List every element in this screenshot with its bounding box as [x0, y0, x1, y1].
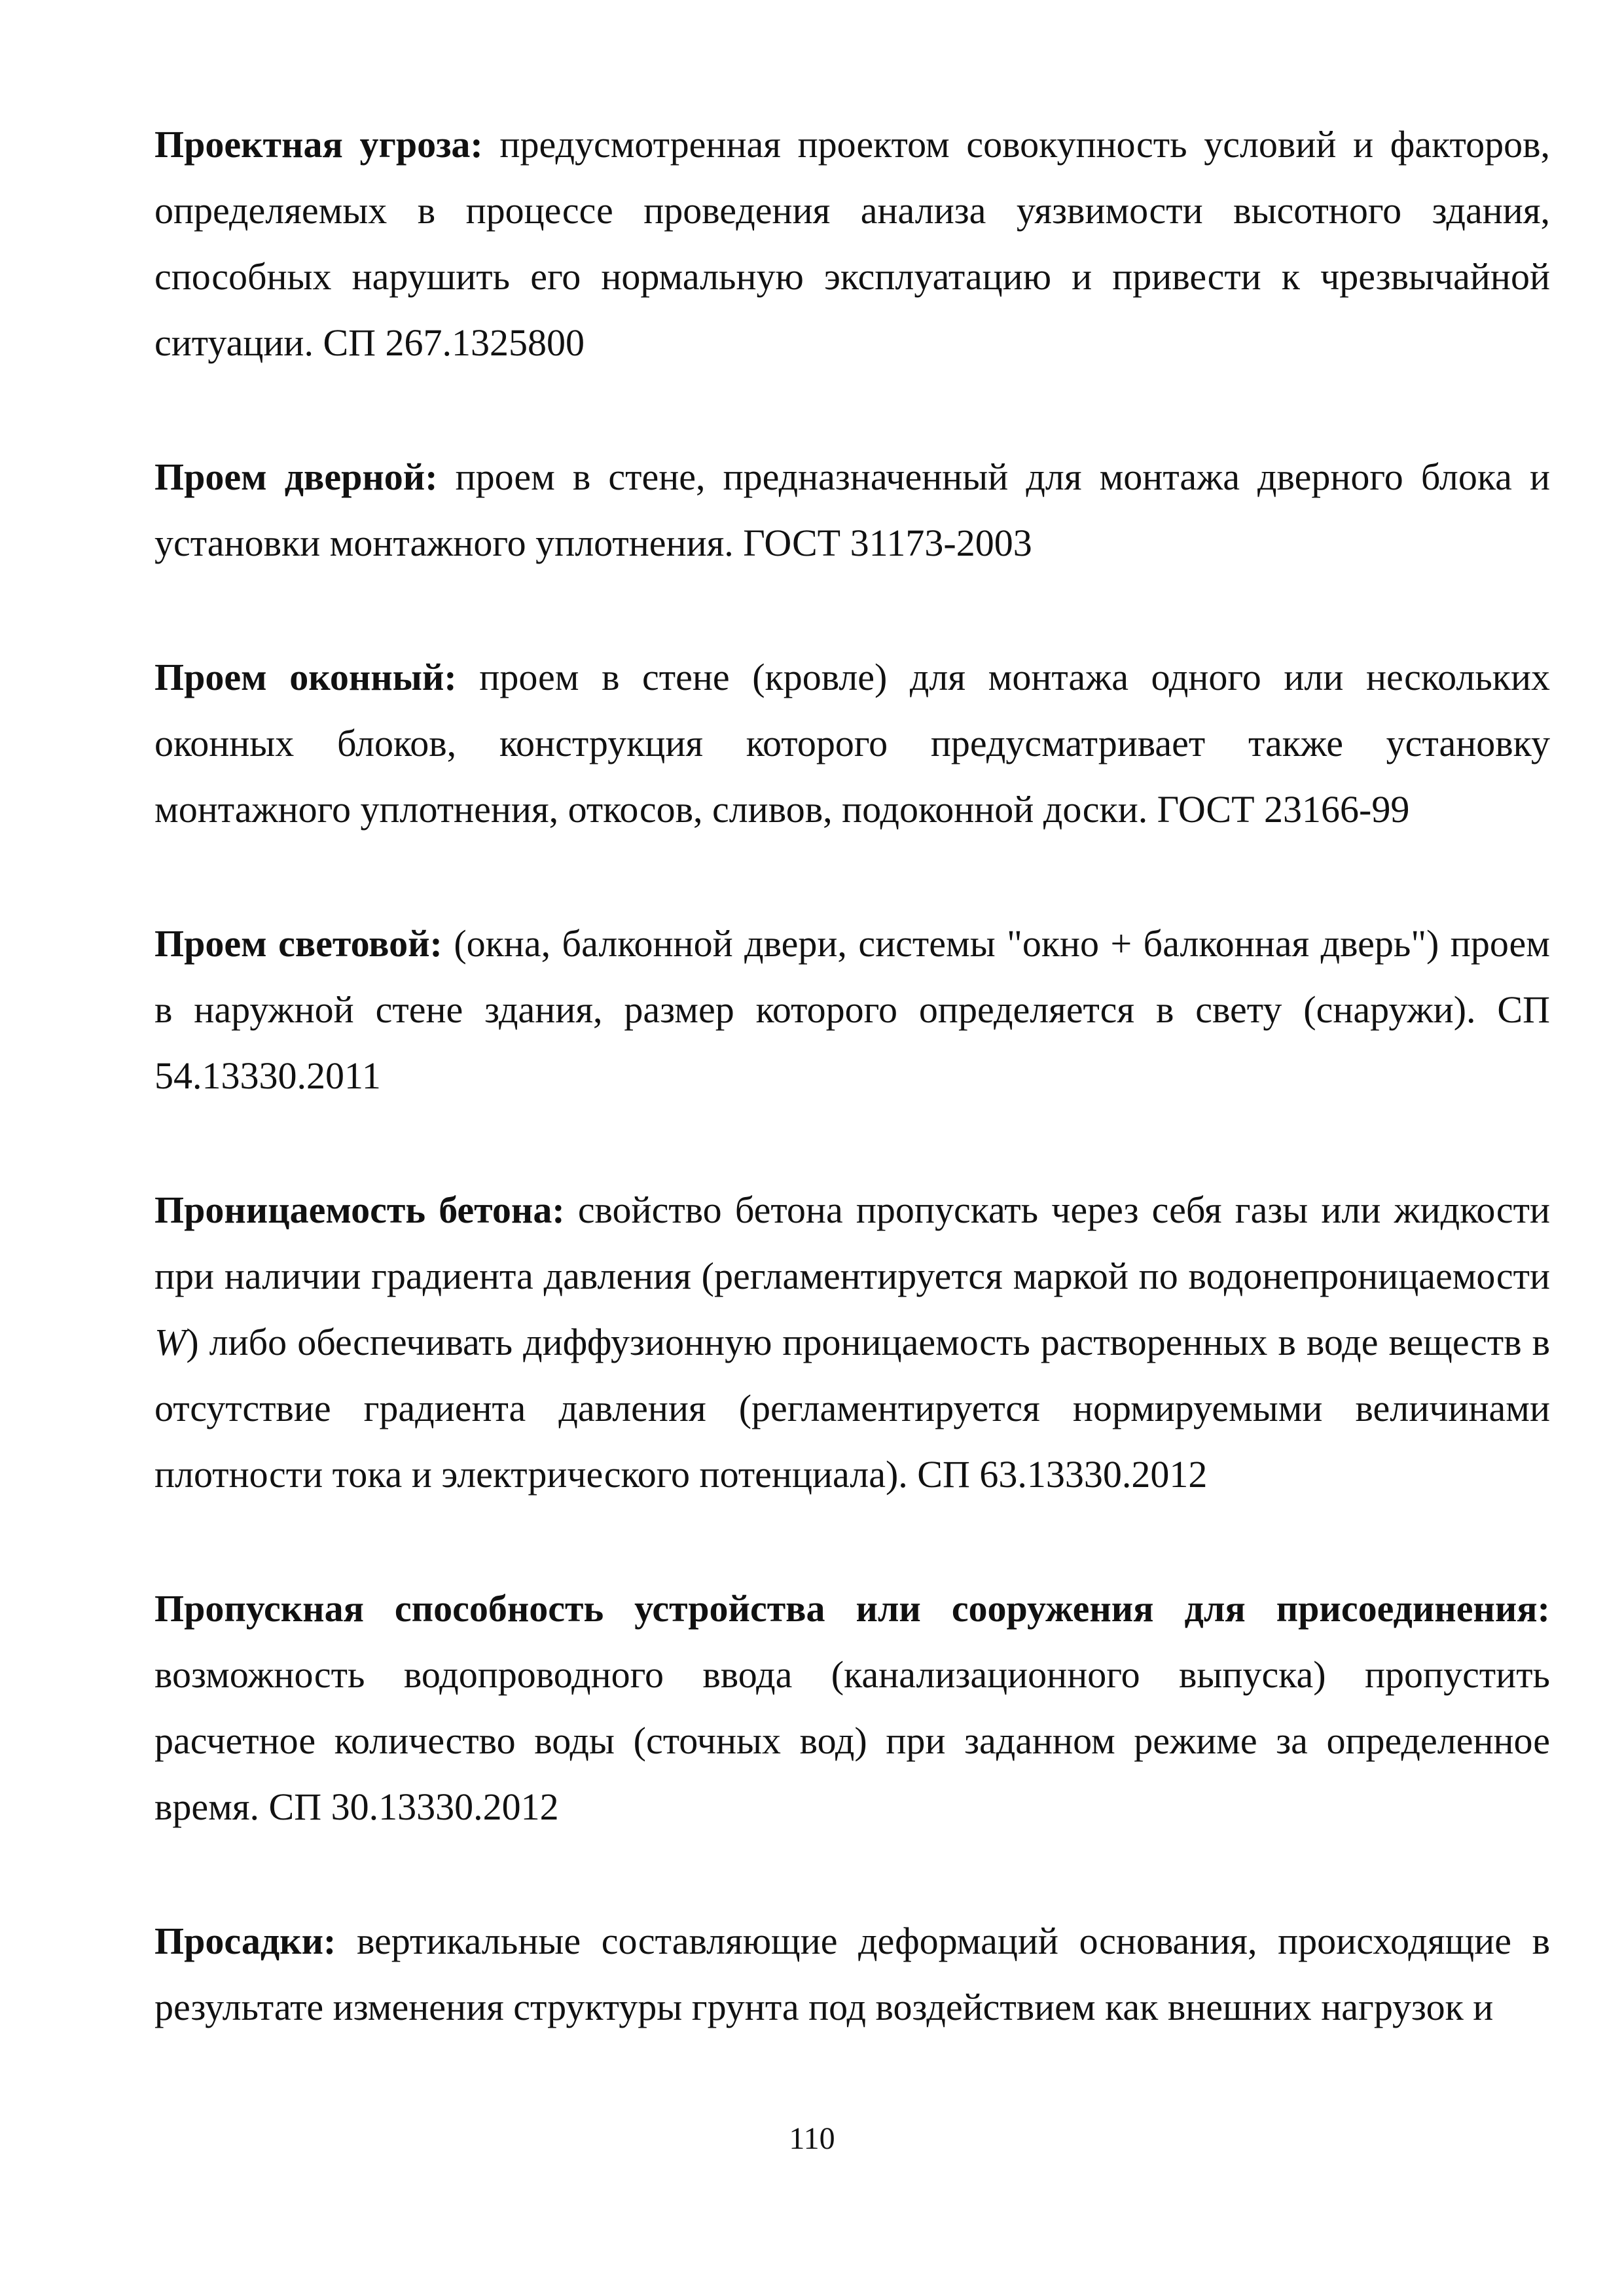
entry-term: Пропускная способность устройства или сооружения для присоединения: — [154, 1587, 1550, 1630]
entry-definition: свойство бетона пропускать через себя газы или жидкости при наличии градиента давления (регламентируется маркой по водонепроницаемости — [154, 1189, 1550, 1297]
entry-term: Проем световой: — [154, 922, 442, 965]
entry-term: Просадки: — [154, 1920, 336, 1962]
glossary-entry — [154, 111, 1550, 376]
entry-definition: вертикальные составляющие деформаций основания, происходящие в результате изменения структуры грунта под воздействием как внешних нагрузок и — [154, 1920, 1550, 2028]
entry-term: Проектная угроза: — [154, 123, 483, 166]
entry-term: Проем оконный: — [154, 656, 457, 698]
entry-definition: (окна, балконной двери, системы "окно + балконная дверь") проем в наружной стене здания, размер которого определяется в свету (снаружи). СП 54.13330.2011 — [154, 922, 1550, 1097]
entry-definition: ) либо обеспечивать диффузионную проницаемость растворенных в воде веществ в отсутствие градиента давления (регламентируется нормируемыми величинами плотности тока и электрического потенциала). СП 63.13330.2012 — [154, 1321, 1550, 1496]
glossary-entry — [154, 444, 1550, 576]
glossary-entry — [154, 1908, 1550, 2040]
entry-definition: предусмотренная проектом совокупность условий и факторов, определяемых в процессе проведения анализа уязвимости высотного здания, способных нарушить его нормальную эксплуатацию и привести к чрезвычайной ситуации. СП 267.1325800 — [154, 123, 1550, 364]
glossary-entry — [154, 1575, 1550, 1840]
glossary-entry — [154, 644, 1550, 842]
entry-definition: проем в стене (кровле) для монтажа одного или нескольких оконных блоков, конструкция которого предусматривает также установку монтажного уплотнения, откосов, сливов, подоконной доски. ГОСТ 23166-99 — [154, 656, 1550, 831]
entry-definition-symbol: W — [154, 1321, 187, 1363]
entry-term: Проем дверной: — [154, 456, 438, 498]
entry-definition: проем в стене, предназначенный для монтажа дверного блока и установки монтажного уплотнения. ГОСТ 31173-2003 — [154, 456, 1550, 564]
glossary-content — [154, 111, 1550, 2040]
glossary-entry — [154, 910, 1550, 1109]
page-number: 110 — [789, 2121, 835, 2156]
entry-term: Проницаемость бетона: — [154, 1189, 565, 1231]
entry-definition: возможность водопроводного ввода (канализационного выпуска) пропустить расчетное количество воды (сточных вод) при заданном режиме за определенное время. СП 30.13330.2012 — [154, 1653, 1550, 1828]
glossary-entry — [154, 1177, 1550, 1507]
